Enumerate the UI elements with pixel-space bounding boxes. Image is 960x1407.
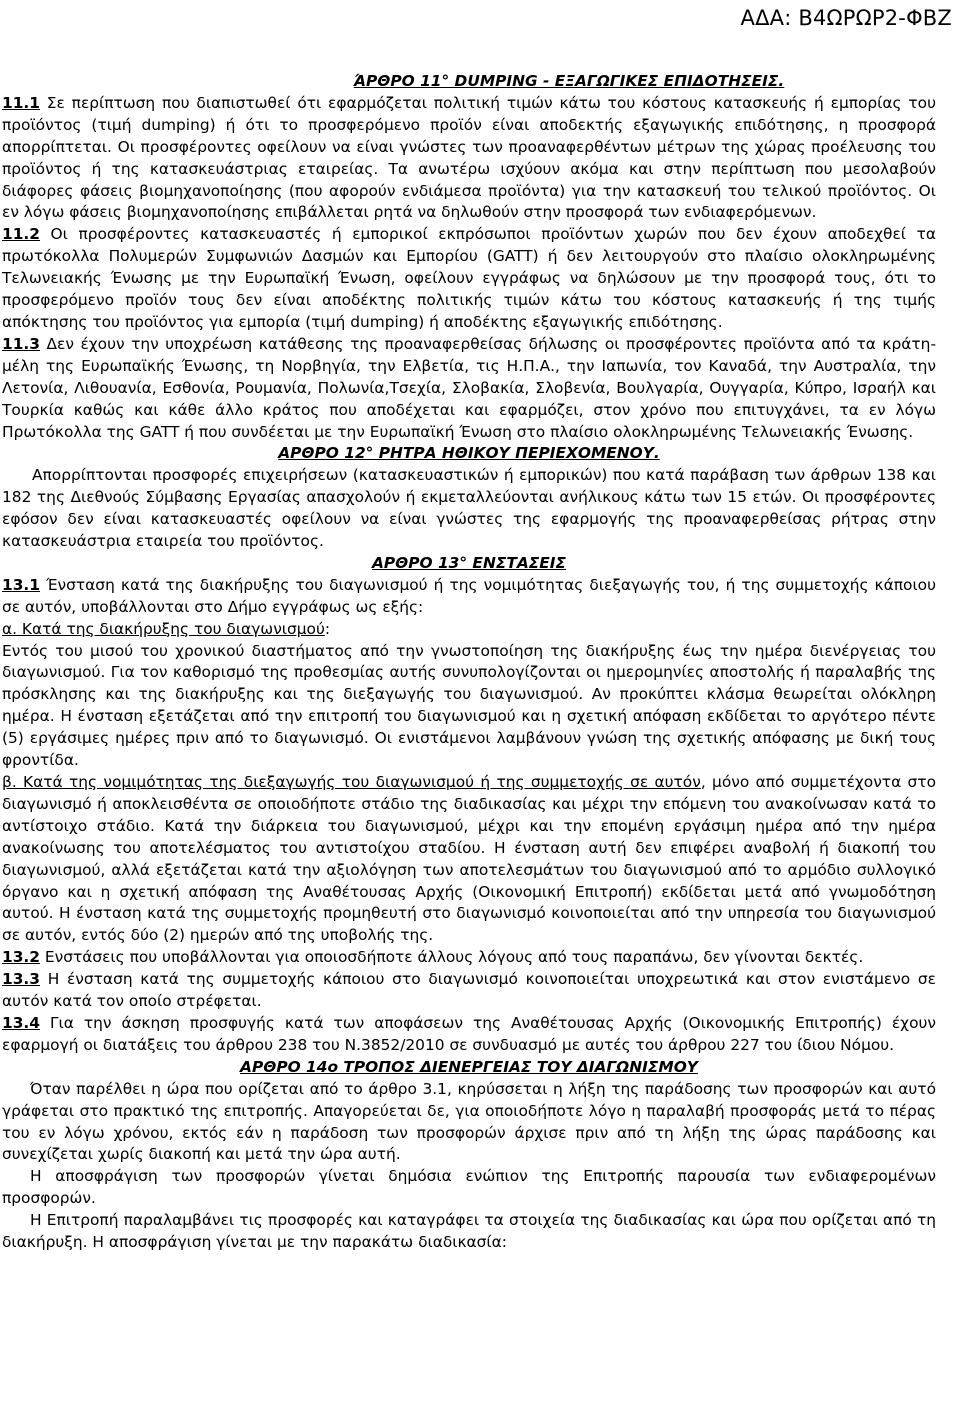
clause-13-2-text: Ενστάσεις που υποβάλλονται για οποιοσδήποτε άλλους λόγους από τους παραπάνω, δεν γίνονται δεκτές. (39, 948, 864, 967)
article-13-title (2, 553, 936, 575)
article-12-heading: ΑΡΘΡΟ 12° ΡΗΤΡΑ ΗΘΙΚΟΥ ΠΕΡΙΕΧΟΜΕΝΟΥ. (278, 444, 660, 463)
para-13-4 (2, 1013, 936, 1057)
clause-11-3-number: 11.3 (2, 334, 40, 353)
subclause-a-colon: : (324, 619, 331, 638)
article-12-title (2, 443, 936, 465)
para-13-a-label (2, 619, 936, 641)
para-12: Απορρίπτονται προσφορές επιχειρήσεων (κατασκευαστικών ή εμπορικών) που κατά παράβαση των άρθρων 138 και 182 της Διεθνούς Σύμβασης Εργασίας απασχολούν ή εκμεταλλεύονται ανήλικους κάτω των 15 ετών. Οι προσφέροντες εφόσον δεν είναι κατασκευαστές οφείλουν να είναι γνώστες της εφαρμογής της προαναφερθείσας ρήτρας στην κατασκευάστρια εταιρεία του προϊόντος. (2, 466, 936, 551)
para-13-2 (2, 947, 936, 969)
clause-13-4-text: Για την άσκηση προσφυγής κατά των αποφάσεων της Αναθέτουσας Αρχής (Οικονομικής Επιτροπής) έχουν εφαρμογή οι διατάξεις του άρθρου 238 του Ν.3852/2010 σε συνδυασμό με αυτές του άρθρου 227 του ίδιου Νόμου. (2, 1013, 936, 1054)
clause-13-1-text: Ένσταση κατά της διακήρυξης του διαγωνισμού ή της νομιμότητας διεξαγωγής του, ή της συμμετοχής κάποιου σε αυτόν, υποβάλλονται στο Δήμο εγγράφως ως εξής: (2, 575, 936, 616)
article-14-title (2, 1057, 936, 1079)
para-13-1 (2, 575, 936, 619)
ada-code: ΑΔΑ: Β4ΩΡΩΡ2-ΦΒΖ (740, 6, 952, 30)
subclause-a-label: α. Κατά της διακήρυξης του διαγωνισμού (2, 619, 325, 638)
subclause-b-label: β. Κατά της νομιμότητας της διεξαγωγής του διαγωνισμού ή της συμμετοχής σε αυτόν (2, 773, 701, 791)
para-14-3: Η Επιτροπή παραλαμβάνει τις προσφορές και καταγράφει τα στοιχεία της διαδικασίας και ώρα που ορίζεται από τη διακήρυξη. Η αποσφράγιση γίνεται με την παρακάτω διαδικασία: (2, 1211, 936, 1252)
clause-11-2-number: 11.2 (2, 225, 40, 244)
clause-13-1-number: 13.1 (2, 575, 40, 594)
clause-13-4-number: 13.4 (2, 1013, 40, 1032)
article-11-heading: ΆΡΘΡΟ 11° DUMPING - ΕΞΑΓΩΓΙΚΕΣ ΕΠΙΔΟΤΗΣΕΙΣ. (353, 72, 785, 90)
para-14-2: Η αποσφράγιση των προσφορών γίνεται δημόσια ενώπιον της Επιτροπής παρουσία των ενδιαφερομένων προσφορών. (2, 1167, 936, 1208)
article-13-heading: ΑΡΘΡΟ 13° ΕΝΣΤΑΣΕΙΣ (371, 553, 567, 572)
para-13-b (2, 772, 936, 947)
para-14-1: Όταν παρέλθει η ώρα που ορίζεται από το άρθρο 3.1, κηρύσσεται η λήξη της παράδοσης των προσφορών και αυτό γράφεται στο πρακτικό της επιτροπής. Απαγορεύεται δε, για οποιοδήποτε λόγο η παραλαβή προσφοράς μετά το πέρας του εν λόγω χρόνου, εκτός εάν η παράδοση των προσφορών άρχισε πριν από τη λήξη της ώρας παράδοσης και συνεχίζεται χωρίς διακοπή και μετά την ώρα αυτή. (2, 1079, 936, 1164)
para-11-2 (2, 224, 936, 334)
para-11-1 (2, 93, 936, 224)
para-13-a: Εντός του μισού του χρονικού διαστήματος από την γνωστοποίηση της διακήρυξης έως την ημέρα διενέργειας του διαγωνισμού. Για τον καθορισμό της προθεσμίας αυτής συνυπολογίζονται οι ημερομηνίες αποστολής ή παραλαβής της πρόσκλησης και της διακήρυξης και της διεξαγωγής του διαγωνισμού. Αν προκύπτει κλάσμα θεωρείται ολόκληρη ημέρα. Η ένσταση εξετάζεται από την επιτροπή του διαγωνισμού και η σχετική απόφαση εκδίδεται το αργότερο πέντε (5) εργάσιμες ημέρες πριν από το διαγωνισμό. Οι ενιστάμενοι λαμβάνουν γνώση της σχετικής απόφασης με δική τους φροντίδα. (2, 641, 936, 770)
clause-11-1-text: Σε περίπτωση που διαπιστωθεί ότι εφαρμόζεται πολιτική τιμών κάτω του κόστους κατασκευής ή εμπορίας του προϊόντος (τιμή dumping) ή ότι το προσφερόμενο προϊόν είναι αποδεκτής εξαγωγικής επιδότησης, η προσφορά απορρίπτεται. Οι προσφέροντες οφείλουν να είναι γνώστες των προαναφερθέντων μέτρων της χώρας προέλευσης του προϊόντος ή της κατασκευάστριας εταιρείας. Τα ανωτέρω ισχύουν ακόμα και στην περίπτωση που μεσολαβούν διάφορες φάσεις βιομηχανοποίησης (που αφορούν ενδιάμεσα προϊόντα) για την κατασκευή του τελικού προϊόντος. Οι εν λόγω φάσεις βιομηχανοποίησης επιβάλλεται ρητά να δηλωθούν στην προσφορά των ενδιαφερόμενων. (2, 93, 936, 222)
clause-11-3-text: Δεν έχουν την υποχρέωση κατάθεσης της προαναφερθείσας δήλωσης οι προσφέροντες προϊόντα από τα κράτη-μέλη της Ευρωπαϊκής Ένωσης, τη Νορβηγία, την Ελβετία, τις Η.Π.Α., την Ιαπωνία, τον Καναδά, την Αυστραλία, την Λετονία, Λιθουανία, Εσθονία, Ρουμανία, Πολωνία,Τσεχία, Σλοβακία, Σλοβενία, Βουλγαρία, Ουγγαρία, Κύπρο, Ισραήλ και Τουρκία καθώς και κάθε άλλο κράτος που αποδέχεται και εφαρμόζει, στον χρόνο που επιτυγχάνει, τα εν λόγω Πρωτόκολλα της GATT ή που συνδέεται με την Ευρωπαϊκή Ένωση στο πλαίσιο ολοκληρωμένης Τελωνειακής Ένωσης. (2, 334, 936, 441)
clause-11-1-number: 11.1 (2, 93, 40, 112)
para-13-3 (2, 969, 936, 1013)
clause-13-3-text: Η ένσταση κατά της συμμετοχής κάποιου στο διαγωνισμό κοινοποιείται υποχρεωτικά και στον ενιστάμενο σε αυτόν κατά τον οποίο στρέφεται. (2, 970, 936, 1011)
article-14-heading: ΑΡΘΡΟ 14ο ΤΡΟΠΟΣ ΔΙΕΝΕΡΓΕΙΑΣ ΤΟΥ ΔΙΑΓΩΝΙΣΜΟΥ (240, 1057, 698, 1076)
subclause-b-text: , μόνο από συμμετέχοντα στο διαγωνισμό ή αποκλεισθέντα σε οποιοδήποτε στάδιο της διαδικασίας και μέχρι την επόμενη του ανακοίνωσαν κατά το αντίστοιχο στάδιο. Κατά την διάρκεια του διαγωνισμού, μέχρι και την επομένη εργάσιμη ημέρα από την ημέρα ανακοίνωσης του αποτελέσματος του αντιστοίχου σταδίου. Η ένσταση αυτή δεν επιφέρει αναβολή ή διακοπή του διαγωνισμού, αλλά εξετάζεται κατά την αξιολόγηση των αποτελεσμάτων του διαγωνισμού από το αρμόδιο συλλογικό όργανο και η σχετική απόφαση της Αναθέτουσας Αρχής (Οικονομική Επιτροπή) εκδίδεται μετά από γνωμοδότηση αυτού. Η ένσταση κατά της συμμετοχής προμηθευτή στο διαγωνισμό κοινοποιείται από την υπηρεσία του διαγωνισμού σε αυτόν, εντός δύο (2) ημερών από της υποβολής της. (2, 773, 936, 945)
article-11-title (2, 71, 936, 93)
para-11-3 (2, 334, 936, 444)
clause-13-3-number: 13.3 (2, 970, 40, 989)
document-body (2, 71, 936, 1254)
clause-13-2-number: 13.2 (2, 948, 40, 967)
clause-11-2-text: Οι προσφέροντες κατασκευαστές ή εμπορικοί εκπρόσωποι προϊόντων χωρών που δεν έχουν αποδεχθεί τα πρωτόκολλα Πολυμερών Συμφωνιών Δασμών και Εμπορίου (GATT) ή δεν λειτουργούν στο πλαίσιο ολοκληρωμένης Τελωνειακής Ένωσης με την Ευρωπαϊκή Ένωση, οφείλουν εγγράφως να δηλώσουν με την προσφορά τους, ότι το προσφερόμενο προϊόν τους δεν είναι αποδέκτης πολιτικής τιμών κάτω του κόστους κατασκευής ή της τιμής απόκτησης του προϊόντος για εμπορία (τιμή dumping) ή αποδέκτης εξαγωγικής επιδότησης. (2, 225, 936, 331)
